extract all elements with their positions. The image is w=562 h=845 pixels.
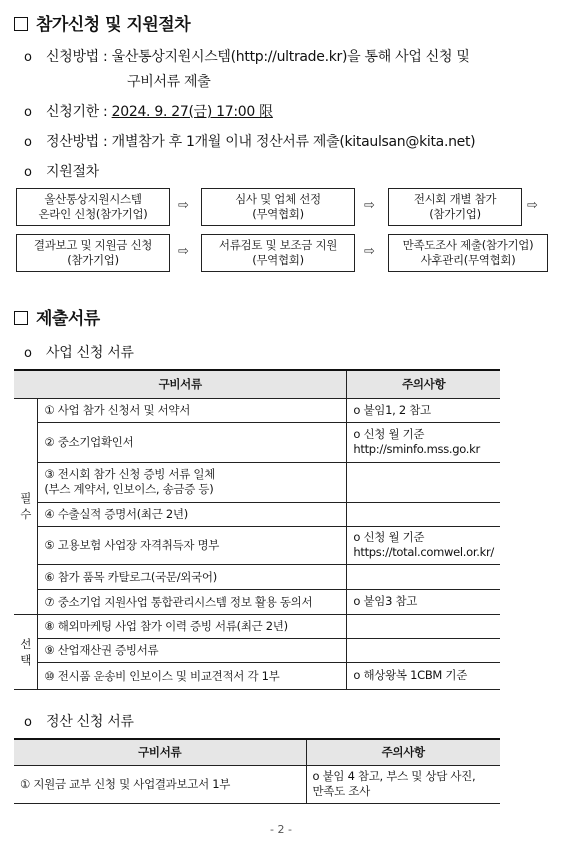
- flow-step-2: 심사 및 업체 선정 (무역협회): [201, 188, 355, 226]
- settle-line: [24, 131, 475, 151]
- doc-item: ① 지원금 교부 신청 및 사업결과보고서 1부: [14, 765, 306, 803]
- bullet-icon: o: [24, 346, 32, 361]
- page-number: - 2 -: [270, 823, 292, 836]
- table-header-row: [14, 370, 500, 398]
- arrow-right-icon: ⇨: [527, 198, 538, 213]
- table-row: [14, 589, 500, 614]
- header-docs: 구비서류: [14, 739, 306, 765]
- section-title-application: [14, 10, 190, 35]
- settle-label: 정산방법 :: [46, 134, 108, 150]
- table-row: [14, 564, 500, 589]
- sub-heading-text: 사업 신청 서류: [46, 345, 134, 361]
- table-row: [14, 765, 500, 803]
- section-title-text: 참가신청 및 지원절차: [36, 15, 191, 35]
- header-notes: 주의사항: [347, 370, 500, 398]
- category-required-text: 필 수: [20, 491, 32, 521]
- arrow-right-icon: ⇨: [364, 198, 375, 213]
- apply-method-value: 울산통상지원시스템(http://ultrade.kr)을 통해 사업 신청 및: [111, 49, 470, 65]
- doc-item: ⑦ 중소기업 지원사업 통합관리시스템 정보 활용 동의서: [38, 589, 347, 614]
- bullet-icon: o: [24, 165, 32, 180]
- bullet-icon: o: [24, 50, 32, 65]
- doc-note: [347, 638, 500, 662]
- sub-heading-settlement-docs: [24, 711, 134, 731]
- application-docs-table: [14, 369, 500, 690]
- doc-note: [347, 614, 500, 638]
- header-notes: 주의사항: [306, 739, 500, 765]
- table-row: [14, 462, 500, 502]
- settlement-docs-table: [14, 738, 500, 804]
- category-required: [14, 398, 38, 614]
- deadline-value: 2024. 9. 27(금) 17:00 限: [111, 104, 273, 120]
- doc-item: ④ 수출실적 증명서(최근 2년): [38, 502, 347, 526]
- table-row: [14, 662, 500, 689]
- doc-note: o 해상왕복 1CBM 기준: [347, 662, 500, 689]
- table-row: [14, 614, 500, 638]
- doc-item: ② 중소기업확인서: [38, 422, 347, 462]
- flow-step-3: 전시회 개별 참가 (참가기업): [388, 188, 522, 226]
- settle-value: 개별참가 후 1개월 이내 정산서류 제출(kitaulsan@kita.net): [111, 134, 476, 150]
- apply-method-line: [24, 46, 470, 66]
- table-row: [14, 398, 500, 422]
- table-row: [14, 502, 500, 526]
- doc-item: ③ 전시회 참가 신청 증빙 서류 일체 (부스 계약서, 인보이스, 송금증 등): [38, 462, 347, 502]
- doc-note: o 신청 월 기준 https://total.comwel.or.kr/: [347, 526, 500, 564]
- table-row: [14, 526, 500, 564]
- doc-item: ⑥ 참가 품목 카탈로그(국문/외국어): [38, 564, 347, 589]
- arrow-right-icon: ⇨: [178, 244, 189, 259]
- category-optional-text: 선 택: [20, 636, 32, 667]
- doc-note: o 붙임3 참고: [347, 589, 500, 614]
- table-row: [14, 638, 500, 662]
- doc-item: ⑩ 전시품 운송비 인보이스 및 비교견적서 각 1부: [38, 662, 347, 689]
- bullet-icon: o: [24, 715, 32, 730]
- doc-note: [347, 462, 500, 502]
- header-docs: 구비서류: [14, 370, 347, 398]
- arrow-right-icon: ⇨: [178, 198, 189, 213]
- procedure-line: [24, 161, 99, 181]
- apply-method-line2: 구비서류 제출: [127, 74, 211, 90]
- doc-item: ⑤ 고용보험 사업장 자격취득자 명부: [38, 526, 347, 564]
- arrow-right-icon: ⇨: [364, 244, 375, 259]
- section-title-text: 제출서류: [36, 309, 100, 329]
- deadline-line: [24, 101, 273, 121]
- doc-item: ⑨ 산업재산권 증빙서류: [38, 638, 347, 662]
- checkbox-square-icon: [14, 311, 28, 325]
- deadline-label: 신청기한 :: [46, 104, 108, 120]
- sub-heading-text: 정산 신청 서류: [46, 714, 134, 730]
- apply-method-label: 신청방법 :: [46, 49, 108, 65]
- flow-step-4: 결과보고 및 지원금 신청 (참가기업): [16, 234, 170, 272]
- sub-heading-application-docs: [24, 342, 134, 362]
- bullet-icon: o: [24, 105, 32, 120]
- bullet-icon: o: [24, 135, 32, 150]
- flow-step-1: 울산통상지원시스템 온라인 신청(참가기업): [16, 188, 170, 226]
- doc-note: [347, 564, 500, 589]
- doc-note: [347, 502, 500, 526]
- doc-note: o 신청 월 기준 http://sminfo.mss.go.kr: [347, 422, 500, 462]
- flow-step-6: 만족도조사 제출(참가기업) 사후관리(무역협회): [388, 234, 548, 272]
- doc-note: o 붙임 4 참고, 부스 및 상담 사진, 만족도 조사: [306, 765, 500, 803]
- category-optional: [14, 614, 38, 689]
- doc-item: ⑧ 해외마케팅 사업 참가 이력 증빙 서류(최근 2년): [38, 614, 347, 638]
- table-row: [14, 422, 500, 462]
- doc-note: o 붙임1, 2 참고: [347, 398, 500, 422]
- section-title-documents: [14, 304, 100, 329]
- procedure-label: 지원절차: [46, 164, 99, 180]
- flow-step-5: 서류검토 및 보조금 지원 (무역협회): [201, 234, 355, 272]
- table-header-row: [14, 739, 500, 765]
- checkbox-square-icon: [14, 17, 28, 31]
- doc-item: ① 사업 참가 신청서 및 서약서: [38, 398, 347, 422]
